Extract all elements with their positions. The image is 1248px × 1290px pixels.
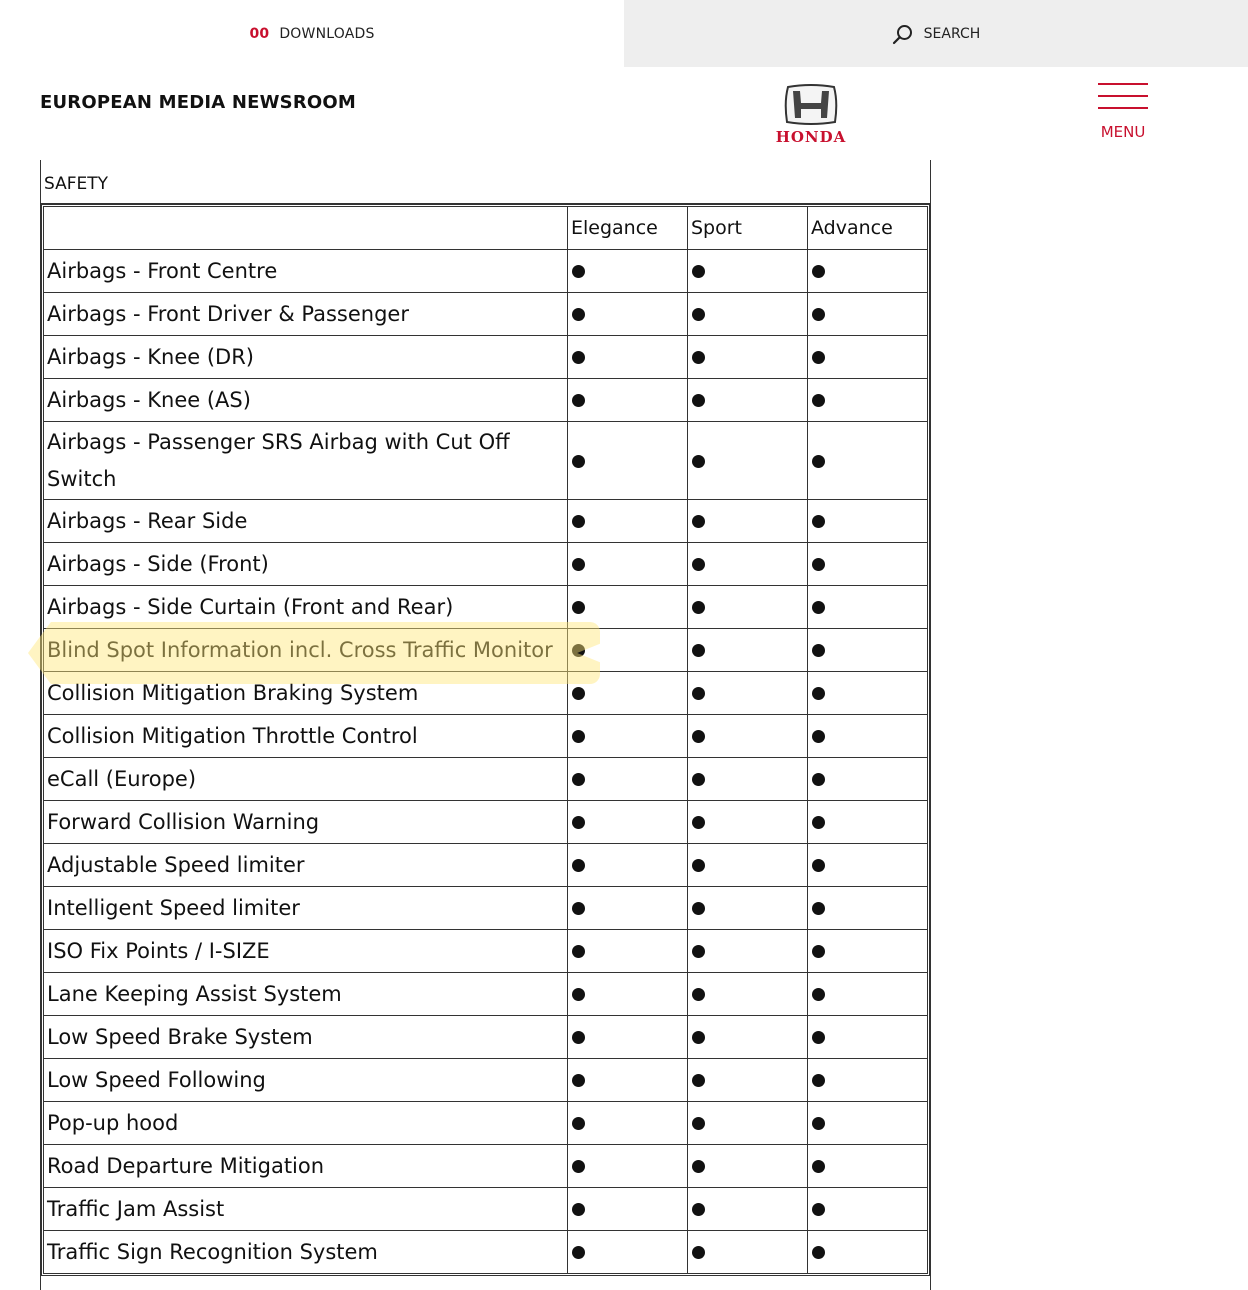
menu-label: MENU bbox=[1100, 123, 1146, 141]
standard-dot-icon bbox=[572, 773, 585, 786]
feature-name: eCall (Europe) bbox=[44, 758, 568, 801]
feature-name: Low Speed Following bbox=[44, 1059, 568, 1102]
availability-cell bbox=[688, 1016, 808, 1059]
availability-cell bbox=[568, 887, 688, 930]
availability-cell bbox=[688, 293, 808, 336]
divider bbox=[41, 203, 930, 204]
availability-cell bbox=[688, 672, 808, 715]
feature-name: Road Departure Mitigation bbox=[44, 1145, 568, 1188]
standard-dot-icon bbox=[572, 601, 585, 614]
availability-cell bbox=[688, 1188, 808, 1231]
standard-dot-icon bbox=[692, 394, 705, 407]
standard-dot-icon bbox=[692, 455, 705, 468]
standard-dot-icon bbox=[692, 1074, 705, 1087]
availability-cell bbox=[568, 801, 688, 844]
hamburger-bar bbox=[1098, 95, 1148, 97]
availability-cell bbox=[568, 930, 688, 973]
feature-name: Lane Keeping Assist System bbox=[44, 973, 568, 1016]
standard-dot-icon bbox=[572, 265, 585, 278]
availability-cell bbox=[568, 629, 688, 672]
table-row bbox=[44, 1102, 928, 1145]
availability-cell bbox=[568, 1145, 688, 1188]
column-header-advance: Advance bbox=[808, 207, 928, 250]
feature-name: Airbags - Front Centre bbox=[44, 250, 568, 293]
availability-cell bbox=[808, 672, 928, 715]
menu-button[interactable] bbox=[1098, 83, 1148, 143]
table-row bbox=[44, 1016, 928, 1059]
feature-name: Collision Mitigation Throttle Control bbox=[44, 715, 568, 758]
table-row bbox=[44, 250, 928, 293]
standard-dot-icon bbox=[812, 455, 825, 468]
standard-dot-icon bbox=[812, 1117, 825, 1130]
availability-cell bbox=[808, 336, 928, 379]
standard-dot-icon bbox=[692, 644, 705, 657]
standard-dot-icon bbox=[812, 394, 825, 407]
feature-name: Airbags - Knee (AS) bbox=[44, 379, 568, 422]
availability-cell bbox=[568, 336, 688, 379]
feature-name: Intelligent Speed limiter bbox=[44, 887, 568, 930]
availability-cell bbox=[808, 543, 928, 586]
standard-dot-icon bbox=[692, 945, 705, 958]
standard-dot-icon bbox=[692, 687, 705, 700]
availability-cell bbox=[808, 1231, 928, 1274]
standard-dot-icon bbox=[812, 902, 825, 915]
feature-name: Traffic Sign Recognition System bbox=[44, 1231, 568, 1274]
availability-cell bbox=[688, 1145, 808, 1188]
availability-cell bbox=[688, 715, 808, 758]
feature-name: Airbags - Knee (DR) bbox=[44, 336, 568, 379]
standard-dot-icon bbox=[572, 394, 585, 407]
availability-cell bbox=[688, 543, 808, 586]
feature-name: Airbags - Rear Side bbox=[44, 500, 568, 543]
standard-dot-icon bbox=[812, 351, 825, 364]
availability-cell bbox=[568, 844, 688, 887]
availability-cell bbox=[688, 422, 808, 500]
section-title: SAFETY bbox=[44, 174, 109, 194]
table-row bbox=[44, 801, 928, 844]
availability-cell bbox=[688, 1059, 808, 1102]
table-row bbox=[44, 1231, 928, 1274]
table-row bbox=[44, 973, 928, 1016]
availability-cell bbox=[808, 379, 928, 422]
standard-dot-icon bbox=[692, 1031, 705, 1044]
standard-dot-icon bbox=[572, 1117, 585, 1130]
standard-dot-icon bbox=[572, 1203, 585, 1216]
availability-cell bbox=[688, 801, 808, 844]
standard-dot-icon bbox=[812, 773, 825, 786]
standard-dot-icon bbox=[692, 1203, 705, 1216]
table-row bbox=[44, 500, 928, 543]
standard-dot-icon bbox=[692, 902, 705, 915]
standard-dot-icon bbox=[572, 1031, 585, 1044]
availability-cell bbox=[808, 1016, 928, 1059]
feature-name: ISO Fix Points / I-SIZE bbox=[44, 930, 568, 973]
downloads-label: DOWNLOADS bbox=[279, 25, 375, 42]
standard-dot-icon bbox=[692, 859, 705, 872]
table-header-empty bbox=[44, 207, 568, 250]
table-row bbox=[44, 930, 928, 973]
hamburger-bar bbox=[1098, 107, 1148, 109]
feature-name: Airbags - Side (Front) bbox=[44, 543, 568, 586]
availability-cell bbox=[808, 1145, 928, 1188]
table-row bbox=[44, 1059, 928, 1102]
standard-dot-icon bbox=[692, 1160, 705, 1173]
feature-name: Pop-up hood bbox=[44, 1102, 568, 1145]
availability-cell bbox=[808, 293, 928, 336]
honda-h-icon bbox=[766, 84, 856, 146]
availability-cell bbox=[568, 422, 688, 500]
standard-dot-icon bbox=[812, 558, 825, 571]
availability-cell bbox=[808, 1188, 928, 1231]
table-row bbox=[44, 629, 928, 672]
standard-dot-icon bbox=[572, 687, 585, 700]
standard-dot-icon bbox=[692, 351, 705, 364]
availability-cell bbox=[808, 930, 928, 973]
table-header-row bbox=[44, 207, 928, 250]
table-row bbox=[44, 887, 928, 930]
table-row bbox=[44, 844, 928, 887]
standard-dot-icon bbox=[812, 308, 825, 321]
availability-cell bbox=[568, 715, 688, 758]
availability-cell bbox=[568, 293, 688, 336]
search-icon bbox=[892, 23, 914, 45]
standard-dot-icon bbox=[572, 1160, 585, 1173]
spec-content bbox=[40, 160, 931, 1290]
standard-dot-icon bbox=[572, 730, 585, 743]
downloads-count: 00 bbox=[249, 25, 270, 42]
standard-dot-icon bbox=[572, 644, 585, 657]
standard-dot-icon bbox=[572, 308, 585, 321]
standard-dot-icon bbox=[572, 455, 585, 468]
standard-dot-icon bbox=[812, 515, 825, 528]
safety-table bbox=[43, 206, 928, 1274]
feature-name: Blind Spot Information incl. Cross Traffic Monitor bbox=[44, 629, 568, 672]
availability-cell bbox=[568, 1059, 688, 1102]
standard-dot-icon bbox=[692, 1117, 705, 1130]
standard-dot-icon bbox=[692, 558, 705, 571]
standard-dot-icon bbox=[812, 859, 825, 872]
feature-name: Low Speed Brake System bbox=[44, 1016, 568, 1059]
standard-dot-icon bbox=[572, 1246, 585, 1259]
hamburger-bar bbox=[1098, 83, 1148, 85]
availability-cell bbox=[808, 422, 928, 500]
feature-name: Forward Collision Warning bbox=[44, 801, 568, 844]
availability-cell bbox=[808, 801, 928, 844]
availability-cell bbox=[688, 1102, 808, 1145]
table-row bbox=[44, 758, 928, 801]
feature-name: Airbags - Front Driver & Passenger bbox=[44, 293, 568, 336]
table-row bbox=[44, 1188, 928, 1231]
standard-dot-icon bbox=[692, 773, 705, 786]
standard-dot-icon bbox=[812, 687, 825, 700]
honda-logo[interactable] bbox=[766, 84, 856, 146]
feature-name: Airbags - Side Curtain (Front and Rear) bbox=[44, 586, 568, 629]
availability-cell bbox=[808, 1102, 928, 1145]
standard-dot-icon bbox=[812, 1031, 825, 1044]
standard-dot-icon bbox=[692, 601, 705, 614]
availability-cell bbox=[568, 1231, 688, 1274]
table-row bbox=[44, 586, 928, 629]
column-header-sport: Sport bbox=[688, 207, 808, 250]
standard-dot-icon bbox=[692, 988, 705, 1001]
table-row bbox=[44, 1145, 928, 1188]
availability-cell bbox=[808, 500, 928, 543]
availability-cell bbox=[568, 1188, 688, 1231]
availability-cell bbox=[808, 973, 928, 1016]
availability-cell bbox=[808, 758, 928, 801]
availability-cell bbox=[688, 250, 808, 293]
table-row bbox=[44, 336, 928, 379]
availability-cell bbox=[808, 250, 928, 293]
availability-cell bbox=[808, 586, 928, 629]
standard-dot-icon bbox=[572, 558, 585, 571]
availability-cell bbox=[688, 629, 808, 672]
availability-cell bbox=[688, 379, 808, 422]
availability-cell bbox=[568, 379, 688, 422]
standard-dot-icon bbox=[572, 1074, 585, 1087]
availability-cell bbox=[568, 1016, 688, 1059]
honda-wordmark: HONDA bbox=[775, 128, 847, 146]
standard-dot-icon bbox=[572, 988, 585, 1001]
standard-dot-icon bbox=[812, 730, 825, 743]
availability-cell bbox=[688, 1231, 808, 1274]
table-row bbox=[44, 293, 928, 336]
availability-cell bbox=[568, 586, 688, 629]
standard-dot-icon bbox=[812, 1160, 825, 1173]
standard-dot-icon bbox=[812, 1074, 825, 1087]
availability-cell bbox=[568, 500, 688, 543]
availability-cell bbox=[688, 758, 808, 801]
downloads-button[interactable] bbox=[0, 0, 624, 67]
standard-dot-icon bbox=[572, 351, 585, 364]
table-row bbox=[44, 715, 928, 758]
availability-cell bbox=[688, 844, 808, 887]
feature-name: Traffic Jam Assist bbox=[44, 1188, 568, 1231]
top-bar bbox=[0, 0, 1248, 67]
standard-dot-icon bbox=[692, 265, 705, 278]
availability-cell bbox=[568, 1102, 688, 1145]
availability-cell bbox=[568, 758, 688, 801]
availability-cell bbox=[688, 336, 808, 379]
availability-cell bbox=[568, 973, 688, 1016]
standard-dot-icon bbox=[812, 1246, 825, 1259]
feature-name: Airbags - Passenger SRS Airbag with Cut Off Switch bbox=[44, 422, 568, 500]
standard-dot-icon bbox=[572, 859, 585, 872]
table-row bbox=[44, 672, 928, 715]
availability-cell bbox=[808, 715, 928, 758]
standard-dot-icon bbox=[812, 601, 825, 614]
standard-dot-icon bbox=[572, 515, 585, 528]
search-label: SEARCH bbox=[923, 25, 981, 42]
availability-cell bbox=[688, 887, 808, 930]
standard-dot-icon bbox=[692, 730, 705, 743]
newsroom-title[interactable]: EUROPEAN MEDIA NEWSROOM bbox=[40, 92, 357, 113]
table-row bbox=[44, 543, 928, 586]
standard-dot-icon bbox=[572, 902, 585, 915]
standard-dot-icon bbox=[692, 308, 705, 321]
standard-dot-icon bbox=[812, 265, 825, 278]
column-header-elegance: Elegance bbox=[568, 207, 688, 250]
availability-cell bbox=[808, 629, 928, 672]
availability-cell bbox=[568, 543, 688, 586]
standard-dot-icon bbox=[692, 1246, 705, 1259]
availability-cell bbox=[688, 586, 808, 629]
standard-dot-icon bbox=[812, 988, 825, 1001]
standard-dot-icon bbox=[812, 644, 825, 657]
availability-cell bbox=[688, 930, 808, 973]
standard-dot-icon bbox=[812, 1203, 825, 1216]
availability-cell bbox=[808, 844, 928, 887]
standard-dot-icon bbox=[812, 816, 825, 829]
standard-dot-icon bbox=[812, 945, 825, 958]
table-row bbox=[44, 422, 928, 500]
availability-cell bbox=[688, 973, 808, 1016]
standard-dot-icon bbox=[692, 515, 705, 528]
availability-cell bbox=[808, 1059, 928, 1102]
standard-dot-icon bbox=[572, 945, 585, 958]
feature-name: Collision Mitigation Braking System bbox=[44, 672, 568, 715]
feature-name: Adjustable Speed limiter bbox=[44, 844, 568, 887]
availability-cell bbox=[808, 887, 928, 930]
standard-dot-icon bbox=[572, 816, 585, 829]
availability-cell bbox=[568, 250, 688, 293]
availability-cell bbox=[688, 500, 808, 543]
table-row bbox=[44, 379, 928, 422]
standard-dot-icon bbox=[692, 816, 705, 829]
availability-cell bbox=[568, 672, 688, 715]
search-button[interactable] bbox=[624, 0, 1248, 67]
